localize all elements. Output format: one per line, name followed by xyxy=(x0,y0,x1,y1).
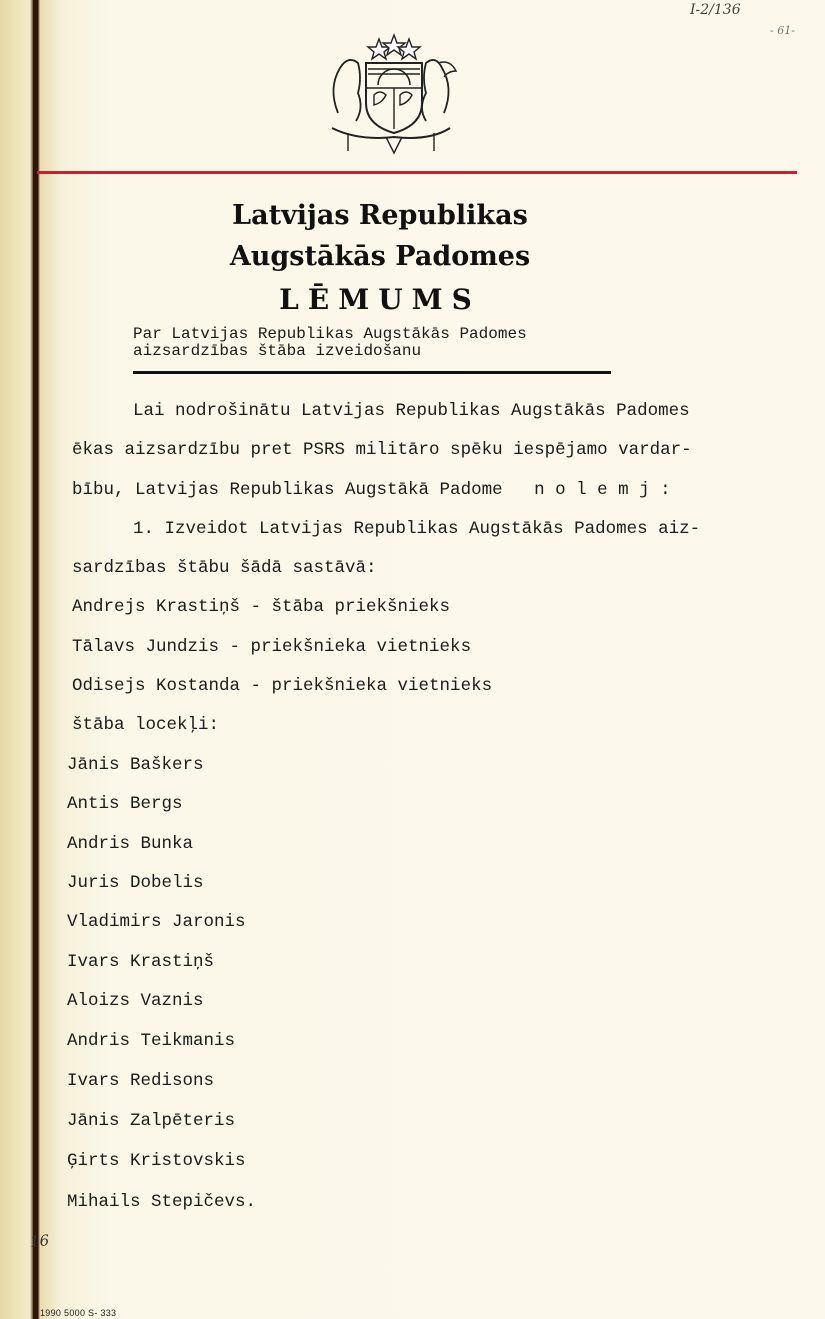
member-entry: Aloizs Vaznis xyxy=(67,991,204,1011)
preamble-line: ēkas aizsardzību pret PSRS militāro spēku iespējamo vardar- xyxy=(72,440,692,460)
member-entry: Ivars Redisons xyxy=(67,1071,215,1091)
member-entry: Antis Bergs xyxy=(67,794,183,814)
preamble-line: Lai nodrošinātu Latvijas Republikas Augstākās Padomes xyxy=(133,401,690,421)
member-entry: Ģirts Kristovskis xyxy=(67,1151,246,1171)
subject-line-2: aizsardzības štāba izveidošanu xyxy=(133,342,422,360)
member-entry: Juris Dobelis xyxy=(67,873,204,893)
members-heading: štāba locekļi: xyxy=(72,715,220,735)
coat-of-arms-icon xyxy=(318,33,464,155)
page-number: - 61- xyxy=(770,24,795,37)
print-mark: 1990 5000 S- 333 xyxy=(40,1308,117,1318)
binding-edge xyxy=(33,0,38,1319)
title-line-2: Augstākās Padomes xyxy=(229,241,531,272)
document-type: LĒMUMS xyxy=(279,283,481,316)
member-entry: Mihails Stepičevs. xyxy=(67,1192,257,1212)
member-entry: Vladimirs Jaronis xyxy=(67,912,246,932)
leadership-entry: Tālavs Jundzis - priekšnieka vietnieks xyxy=(72,637,472,657)
subject-line-1: Par Latvijas Republikas Augstākās Padomes xyxy=(133,325,527,343)
archive-reference: I-2/136 xyxy=(690,2,741,18)
point-1-line: 1. Izveidot Latvijas Republikas Augstākās Padomes aiz- xyxy=(133,519,701,539)
preamble-line: bību, Latvijas Republikas Augstākā Padome n o l e m j : xyxy=(72,480,671,500)
point-1-line: sardzības štābu šādā sastāvā: xyxy=(72,558,377,578)
member-entry: Ivars Krastiņš xyxy=(67,952,215,972)
member-entry: Jānis Baškers xyxy=(67,755,204,775)
member-entry: Jānis Zalpēteris xyxy=(67,1111,236,1131)
leadership-entry: Andrejs Krastiņš - štāba priekšnieks xyxy=(72,597,451,617)
title-line-1: Latvijas Republikas xyxy=(232,200,528,231)
subject-underline xyxy=(133,371,611,374)
member-entry: Andris Teikmanis xyxy=(67,1031,236,1051)
margin-number: 16 xyxy=(29,1231,50,1251)
leadership-entry: Odisejs Kostanda - priekšnieka vietnieks xyxy=(72,676,493,696)
member-entry: Andris Bunka xyxy=(67,834,194,854)
subject xyxy=(133,326,527,360)
red-header-rule xyxy=(37,171,797,174)
